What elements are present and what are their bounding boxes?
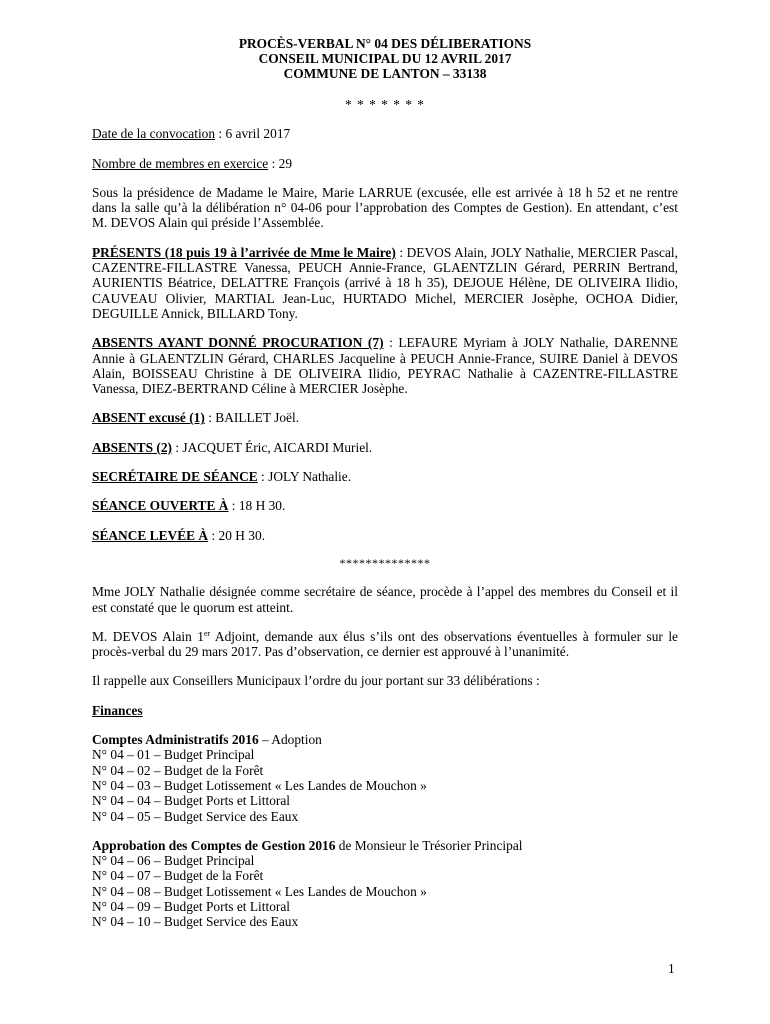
list-item: N° 04 – 09 – Budget Ports et Littoral xyxy=(92,898,291,914)
absent-excuse-value: : BAILLET Joël. xyxy=(204,410,300,426)
header-subtitle: CONSEIL MUNICIPAL DU 12 AVRIL 2017 xyxy=(258,51,512,66)
absents-label: ABSENTS (2) xyxy=(92,439,172,455)
presents-paragraph xyxy=(92,245,678,321)
presents-label: PRÉSENTS (18 puis 19 à l’arrivée de Mme le Maire) xyxy=(92,244,396,260)
devos-text-start: M. DEVOS Alain 1 xyxy=(92,628,204,644)
header-separator: * * * * * * * xyxy=(345,97,425,112)
comptes-gestion-title xyxy=(92,838,678,853)
comptes-gestion-title-rest: de Monsieur le Trésorier Principal xyxy=(335,837,523,853)
seance-levee-line xyxy=(92,528,678,543)
membres-label: Nombre de membres en exercice xyxy=(92,155,269,171)
section-separator: ************** xyxy=(339,555,431,570)
seance-levee-label: SÉANCE LEVÉE À xyxy=(92,527,209,543)
absent-excuse-label: ABSENT excusé (1) xyxy=(92,410,205,426)
list-item: N° 04 – 06 – Budget Principal xyxy=(92,853,255,869)
document-page xyxy=(92,36,678,930)
convocation-label: Date de la convocation xyxy=(92,126,216,142)
convocation-value: : 6 avril 2017 xyxy=(215,126,291,142)
ordre-du-jour-paragraph: Il rappelle aux Conseillers Municipaux l’ordre du jour portant sur 33 délibérations : xyxy=(92,673,540,689)
comptes-administratifs-title-bold: Comptes Administratifs 2016 xyxy=(92,732,259,748)
secretaire-line xyxy=(92,469,678,484)
finances-heading: Finances xyxy=(92,702,143,718)
secretaire-value: : JOLY Nathalie. xyxy=(257,469,352,485)
presidence-paragraph: Sous la présidence de Madame le Maire, Marie LARRUE (excusée, elle est arrivée à 18 h 52 et ne rentre dans la salle qu’à la délibération n° 04-06 pour l’approbation des Comptes de Gestion). En attendant, c’est M. DEVOS Alain qui préside l’Assemblée. xyxy=(92,184,678,231)
list-item: N° 04 – 07 – Budget de la Forêt xyxy=(92,868,264,884)
comptes-gestion-section xyxy=(92,838,678,930)
list-item: N° 04 – 02 – Budget de la Forêt xyxy=(92,762,264,778)
absents-line xyxy=(92,440,678,455)
membres-value: : 29 xyxy=(268,155,293,171)
procuration-value: : LEFAURE Myriam à JOLY Nathalie, DARENNE Annie à GLAENTZLIN Gérard, CHARLES Jacqueline à PEUCH Annie-France, SUIRE Daniel à DEVOS Alain, BOISSEAU Christine à DE OLIVEIRA Ilidio, PEYRAC Nathalie à CAZENTRE-FILLASTRE Vanessa, DIEZ-BERTRAND Céline à MERCIER Josèphe. xyxy=(92,335,678,397)
presents-value: : DEVOS Alain, JOLY Nathalie, MERCIER Pascal, CAZENTRE-FILLASTRE Vanessa, PEUCH Annie-France, GLAENTZLIN Gérard, PERRIN Bertrand, AURIENTIS Béatrice, DELATTRE François (arrivé à 18 h 35), DEJOUE Hélène, DE OLIVEIRA Ilidio, CAUVEAU Olivier, MARTIAL Jean-Luc, HURTADO Michel, MERCIER Josèphe, OCHOA Didier, DEGUILLE Annick, BILLARD Tony. xyxy=(92,244,678,321)
devos-superscript: er xyxy=(203,628,211,638)
comptes-gestion-title-bold: Approbation des Comptes de Gestion 2016 xyxy=(92,837,336,853)
seance-ouverte-value: : 18 H 30. xyxy=(228,498,286,514)
list-item: N° 04 – 10 – Budget Service des Eaux xyxy=(92,914,299,930)
comptes-administratifs-title xyxy=(92,732,678,747)
absent-excuse-line xyxy=(92,410,678,425)
header-commune: COMMUNE DE LANTON – 33138 xyxy=(283,66,487,81)
absents-value: : JACQUET Éric, AICARDI Muriel. xyxy=(172,439,373,455)
list-item: N° 04 – 05 – Budget Service des Eaux xyxy=(92,808,299,824)
secretaire-label: SECRÉTAIRE DE SÉANCE xyxy=(92,469,258,485)
document-header xyxy=(92,36,678,81)
comptes-administratifs-title-rest: – Adoption xyxy=(258,732,322,748)
list-item: N° 04 – 08 – Budget Lotissement « Les Landes de Mouchon » xyxy=(92,883,427,899)
quorum-paragraph: Mme JOLY Nathalie désignée comme secrétaire de séance, procède à l’appel des membres du Conseil et il est constaté que le quorum est atteint. xyxy=(92,584,678,615)
comptes-administratifs-section xyxy=(92,732,678,824)
procuration-label: ABSENTS AYANT DONNÉ PROCURATION (7) xyxy=(92,335,384,351)
list-item: N° 04 – 04 – Budget Ports et Littoral xyxy=(92,793,291,809)
list-item: N° 04 – 03 – Budget Lotissement « Les Landes de Mouchon » xyxy=(92,777,427,793)
seance-ouverte-line xyxy=(92,498,678,513)
page-number: 1 xyxy=(668,961,675,976)
convocation-line xyxy=(92,126,678,141)
seance-ouverte-label: SÉANCE OUVERTE À xyxy=(92,498,229,514)
procuration-paragraph xyxy=(92,335,678,396)
membres-line xyxy=(92,156,678,171)
devos-paragraph xyxy=(92,629,678,660)
seance-levee-value: : 20 H 30. xyxy=(208,527,266,543)
list-item: N° 04 – 01 – Budget Principal xyxy=(92,747,255,763)
devos-text-end: Adjoint, demande aux élus s’ils ont des observations éventuelles à formuler sur le procès-verbal du 29 mars 2017. Pas d’observation, ce dernier est approuvé à l’unanimité. xyxy=(92,628,678,660)
header-title: PROCÈS-VERBAL N° 04 DES DÉLIBERATIONS xyxy=(238,36,532,51)
